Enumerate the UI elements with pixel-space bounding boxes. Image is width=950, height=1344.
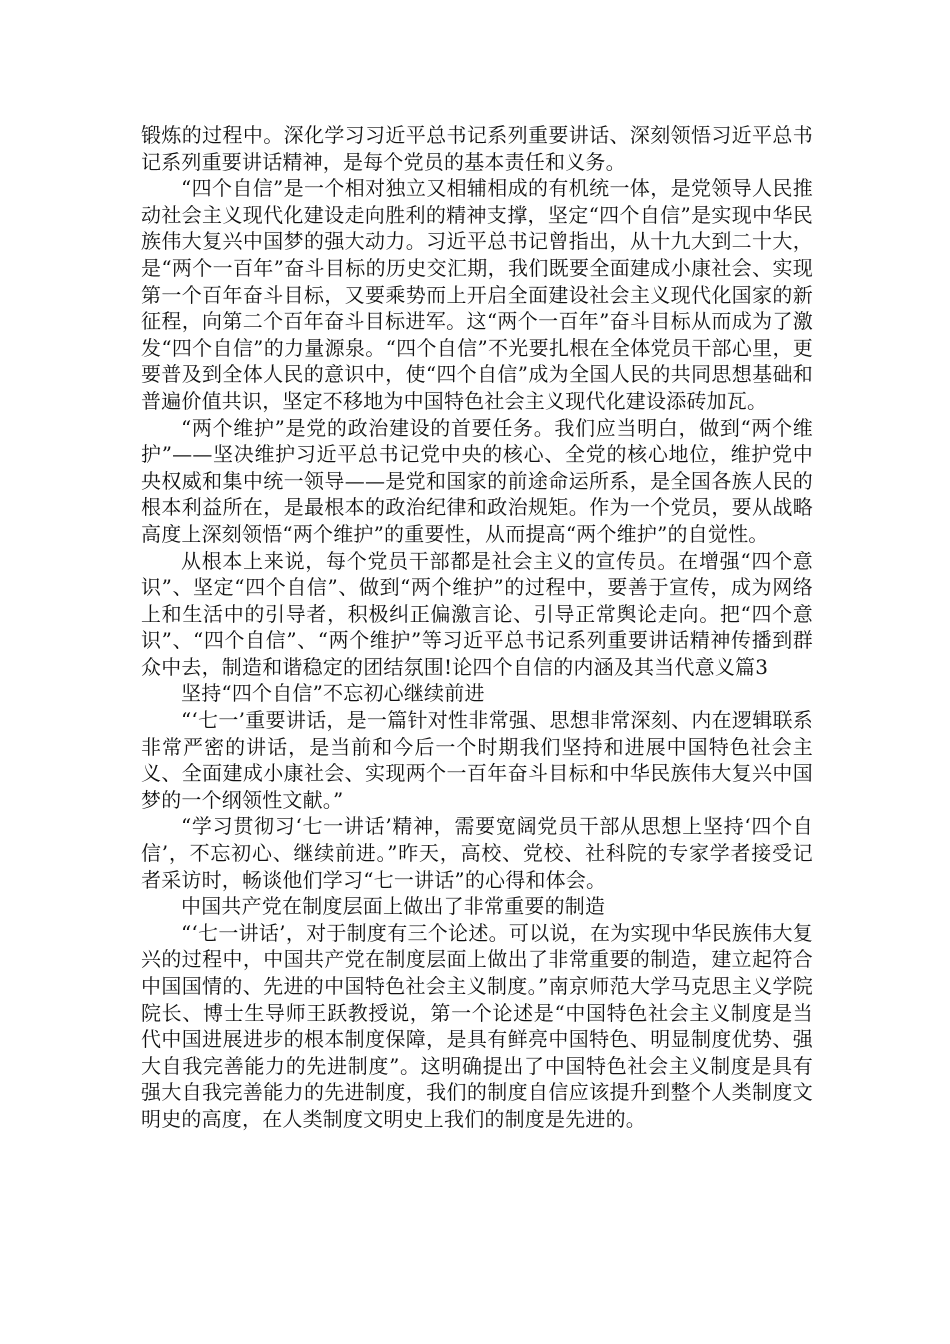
- document-body: [141, 122, 813, 1133]
- paragraph-study-spirit: “学习贯彻习‘七一讲话’精神，需要宽阔党员干部从思想上坚持‘四个自信’，不忘初心、继续前进。”昨天，高校、党校、社科院的专家学者接受记者采访时，畅谈他们学习“七一讲话”的心得和体会。: [141, 814, 813, 892]
- paragraph-four-confidences: “四个自信”是一个相对独立又相辅相成的有机统一体，是党领导人民推动社会主义现代化建设走向胜利的精神支撑，坚定“四个自信”是实现中华民族伟大复兴中国梦的强大动力。习近平总书记曾指出，从十九大到二十大，是“两个一百年”奋斗目标的历史交汇期，我们既要全面建成小康社会、实现第一个百年奋斗目标，又要乘势而上开启全面建设社会主义现代化国家的新征程，向第二个百年奋斗目标进军。这“两个一百年”奋斗目标从而成为了激发“四个自信”的力量源泉。“四个自信”不光要扎根在全体党员干部心里，更要普及到全体人民的意识中，使“四个自信”成为全国人民的共同思想基础和普遍价值共识，坚定不移地为中国特色社会主义现代化建设添砖加瓦。: [141, 176, 813, 413]
- paragraph-institution-discussion: “‘七一讲话’，对于制度有三个论述。可以说，在为实现中华民族伟大复兴的过程中，中国共产党在制度层面上做出了非常重要的制造，建立起符合中国国情的、先进的中国特色社会主义制度。”南京师范大学马克思主义学院院长、博士生导师王跃教授说，第一个论述是“中国特色社会主义制度是当代中国进展进步的根本制度保障，是具有鲜亮中国特色、明显制度优势、强大自我完善能力的先进制度”。这明确提出了中国特色社会主义制度是具有强大自我完善能力的先进制度，我们的制度自信应该提升到整个人类制度文明史的高度，在人类制度文明史上我们的制度是先进的。: [141, 920, 813, 1131]
- section-heading-persist: 坚持“四个自信”不忘初心继续前进: [181, 681, 485, 706]
- section-heading-institution: 中国共产党在制度层面上做出了非常重要的制造: [181, 894, 606, 919]
- paragraph-propagandist: 从根本上来说，每个党员干部都是社会主义的宣传员。在增强“四个意识”、坚定“四个自信”、做到“两个维护”的过程中，要善于宣传，成为网络上和生活中的引导者，积极纠正偏激言论、引导正常舆论走向。把“四个意识”、“四个自信”、“两个维护”等习近平总书记系列重要讲话精神传播到群众中去，制造和谐稳定的团结氛围!论四个自信的内涵及其当代意义篇3: [141, 548, 813, 679]
- paragraph-two-safeguards: “两个维护”是党的政治建设的首要任务。我们应当明白，做到“两个维护”——坚决维护习近平总书记党中央的核心、全党的核心地位，维护党中央权威和集中统一领导——是党和国家的前途命运所系，是全国各族人民的根本利益所在，是最根本的政治纪律和政治规矩。作为一个党员，要从战略高度上深刻领悟“两个维护”的重要性，从而提高“两个维护”的自觉性。: [141, 415, 813, 546]
- paragraph-july-first-speech: “‘七一’重要讲话，是一篇针对性非常强、思想非常深刻、内在逻辑联系非常严密的讲话，是当前和今后一个时期我们坚持和进展中国特色社会主义、全面建成小康社会、实现两个一百年奋斗目标和中华民族伟大复兴中国梦的一个纲领性文献。”: [141, 708, 813, 812]
- paragraph-continuation: 锻炼的过程中。深化学习习近平总书记系列重要讲话、深刻领悟习近平总书记系列重要讲话精神，是每个党员的基本责任和义务。: [141, 123, 813, 174]
